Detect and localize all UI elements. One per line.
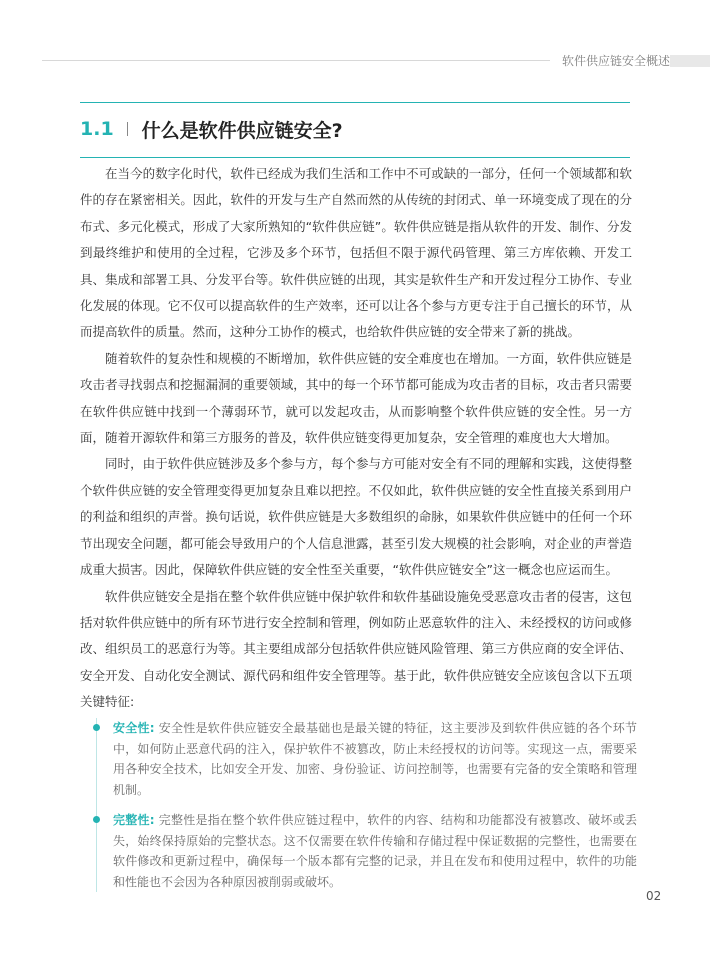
key-feature-integrity <box>97 810 637 892</box>
section-heading <box>80 112 343 146</box>
key-features-list <box>96 718 637 892</box>
paragraph: 随着软件的复杂性和规模的不断增加，软件供应链的安全难度也在增加。一方面，软件供应链是攻击者寻找弱点和挖掘漏洞的重要领域，其中的每一个环节都可能成为攻击者的目标，攻击者只需要在软件供应链中找到一个薄弱环节，就可以发起攻击，从而影响整个软件供应链的安全性。另一方面，随着开源软件和第三方服务的普及，软件供应链变得更加复杂，安全管理的难度也大大增加。 <box>80 350 632 446</box>
key-feature-security <box>97 718 637 800</box>
header-tab-bar <box>670 55 710 67</box>
header-rule <box>42 60 550 61</box>
bullet-dot-icon <box>93 816 100 823</box>
key-feature-term: 完整性: <box>113 813 155 827</box>
paragraph: 软件供应链安全是指在整个软件供应链中保护软件和软件基础设施免受恶意攻击者的侵害，这包括对软件供应链中的所有环节进行安全控制和管理，例如防止恶意软件的注入、未经授权的访问或修改、组织员工的恶意行为等。其主要组成部分包括软件供应链风险管理、第三方供应商的安全评估、安全开发、自动化安全测试、源代码和组件安全管理等。基于此，软件供应链安全应该包含以下五项关键特征: <box>80 588 632 710</box>
section-number: 1.1 <box>80 118 114 140</box>
paragraph: 在当今的数字化时代，软件已经成为我们生活和工作中不可或缺的一部分，任何一个领域都和软件的存在紧密相关。因此，软件的开发与生产自然而然的从传统的封闭式、单一环境变成了现在的分布式、多元化模式，形成了大家所熟知的“软件供应链”。软件供应链是指从软件的开发、制作、分发到最终维护和使用的全过程，它涉及多个环节，包括但不限于源代码管理、第三方库依赖、开发工具、集成和部署工具、分发平台等。软件供应链的出现，其实是软件生产和开发过程分工协作、专业化发展的体现。它不仅可以提高软件的生产效率，还可以让各个参与方更专注于自己擅长的环节，从而提高软件的质量。然而，这种分工协作的模式，也给软件供应链的安全带来了新的挑战。 <box>80 166 632 340</box>
section-rule-top <box>80 102 630 103</box>
body-text <box>80 161 632 716</box>
key-feature-text: 安全性是软件供应链安全最基础也是最关键的特征，这主要涉及到软件供应链的各个环节中，如何防止恶意代码的注入，保护软件不被篡改，防止未经授权的访问等。实现这一点，需要采用各种安全技术，比如安全开发、加密、身份验证、访问控制等，也需要有完备的安全策略和管理机制。 <box>113 721 637 797</box>
key-feature-term: 安全性: <box>113 721 155 735</box>
section-separator <box>127 122 128 136</box>
section-title: 什么是软件供应链安全? <box>141 119 343 142</box>
page-number: 02 <box>646 889 662 903</box>
paragraph: 同时，由于软件供应链涉及多个参与方，每个参与方可能对安全有不同的理解和实践，这使得整个软件供应链的安全管理变得更加复杂且难以把控。不仅如此，软件供应链的安全性直接关系到用户的利益和组织的声誉。换句话说，软件供应链是大多数组织的命脉，如果软件供应链中的任何一个环节出现安全问题，都可能会导致用户的个人信息泄露，甚至引发大规模的社会影响，对企业的声誉造成重大损害。因此，保障软件供应链的安全性至关重要，“软件供应链安全”这一概念也应运而生。 <box>80 456 632 578</box>
running-header-title: 软件供应链安全概述 <box>562 54 671 68</box>
key-feature-text: 完整性是指在整个软件供应链过程中，软件的内容、结构和功能都没有被篡改、破坏或丢失，始终保持原始的完整状态。这不仅需要在软件传输和存储过程中保证数据的完整性，也需要在软件修改和更新过程中，确保每一个版本都有完整的记录，并且在发布和使用过程中，软件的功能和性能也不会因为各种原因被削弱或破坏。 <box>113 813 637 889</box>
bullet-dot-icon <box>93 724 100 731</box>
section-rule-bottom <box>80 157 630 158</box>
